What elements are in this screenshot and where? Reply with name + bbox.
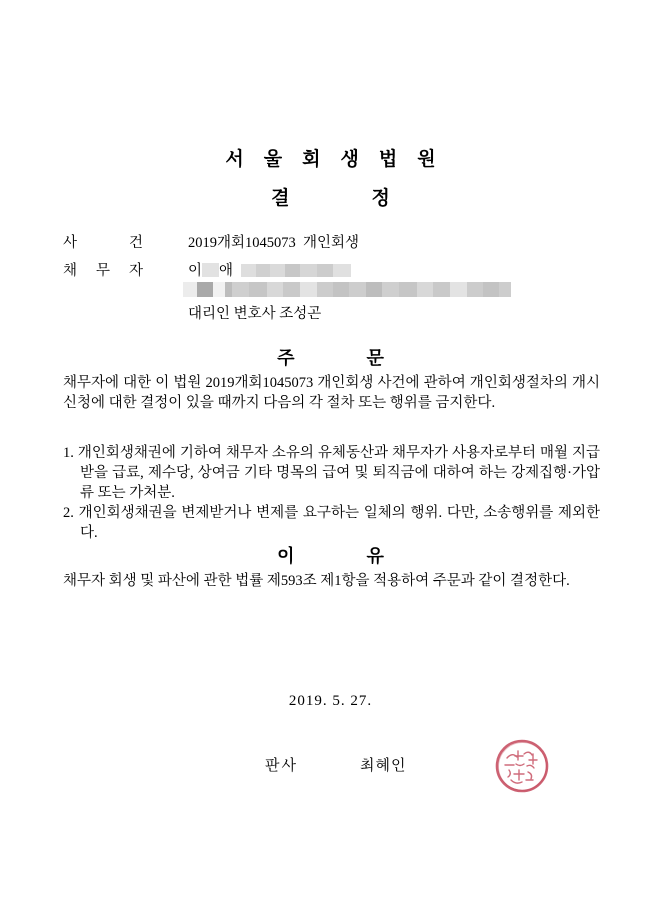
debtor-label-char: 채 bbox=[63, 263, 78, 279]
court-name-char: 회 bbox=[302, 149, 321, 170]
redacted-address bbox=[183, 282, 511, 297]
redacted-personal-info bbox=[241, 264, 351, 277]
case-label-char: 사 bbox=[63, 235, 78, 251]
document-title-char: 정 bbox=[371, 188, 390, 209]
court-name-char: 울 bbox=[263, 149, 283, 170]
order-item-1-number: 1. bbox=[63, 445, 74, 461]
judge-title: 판사 bbox=[265, 758, 298, 774]
case-label-char: 건 bbox=[128, 235, 143, 251]
reason-paragraph: 채무자 회생 및 파산에 관한 법률 제593조 제1항을 적용하여 주문과 같이 결정한다. bbox=[63, 573, 570, 589]
court-name bbox=[0, 144, 661, 171]
order-paragraph: 채무자에 대한 이 법원 2019개회1045073 개인회생 사건에 관하여 개인회생절차의 개시신청에 대한 결정이 있을 때까지 다음의 각 절차 또는 행위를 금지한다. bbox=[63, 375, 600, 411]
debtor-row bbox=[63, 259, 351, 280]
order-item-2-number: 2. bbox=[63, 505, 74, 521]
judge-seal-stamp bbox=[491, 736, 555, 800]
debtor-name bbox=[188, 259, 351, 280]
order-heading-char: 주 bbox=[277, 348, 295, 368]
reason-heading-char: 이 bbox=[277, 546, 295, 566]
order-list bbox=[63, 443, 600, 543]
debtor-name-third-char: 애 bbox=[219, 263, 234, 279]
order-item-1 bbox=[63, 443, 600, 503]
seal-icon bbox=[491, 736, 555, 800]
document-title bbox=[0, 183, 661, 210]
order-heading-char: 문 bbox=[366, 348, 384, 368]
judge-name: 최혜인 bbox=[360, 758, 407, 774]
debtor-name-first-char: 이 bbox=[188, 263, 203, 279]
debtor-label-char: 자 bbox=[128, 263, 143, 279]
court-name-char: 원 bbox=[417, 149, 436, 170]
reason-section-heading bbox=[0, 542, 661, 568]
order-section-heading bbox=[0, 344, 661, 370]
debtor-label bbox=[63, 259, 143, 280]
debtor-label-char: 무 bbox=[95, 263, 110, 279]
order-item-1-text: 개인회생채권에 기하여 채무자 소유의 유체동산과 채무자가 사용자로부터 매월 지급받을 급료, 제수당, 상여금 기타 명목의 급여 및 퇴직금에 대하여 하는 강제집행·가압류 또는 가처분. bbox=[77, 445, 601, 501]
court-name-char: 생 bbox=[340, 149, 359, 170]
court-name-char: 서 bbox=[225, 149, 244, 170]
attorney-line: 대리인 변호사 조성곤 bbox=[188, 306, 322, 322]
case-number-value: 2019개회1045073 개인회생 bbox=[188, 235, 360, 251]
redacted-name-char bbox=[202, 263, 219, 277]
order-item-2-text: 개인회생채권을 변제받거나 변제를 요구하는 일체의 행위. 다만, 소송행위를 제외한다. bbox=[78, 505, 600, 541]
order-item-2 bbox=[63, 503, 600, 543]
decision-date: 2019. 5. 27. bbox=[288, 693, 373, 709]
court-name-char: 법 bbox=[378, 149, 398, 170]
reason-heading-char: 유 bbox=[366, 546, 384, 566]
case-number-row bbox=[63, 231, 359, 252]
case-label bbox=[63, 231, 143, 252]
document-title-char: 결 bbox=[271, 188, 290, 209]
